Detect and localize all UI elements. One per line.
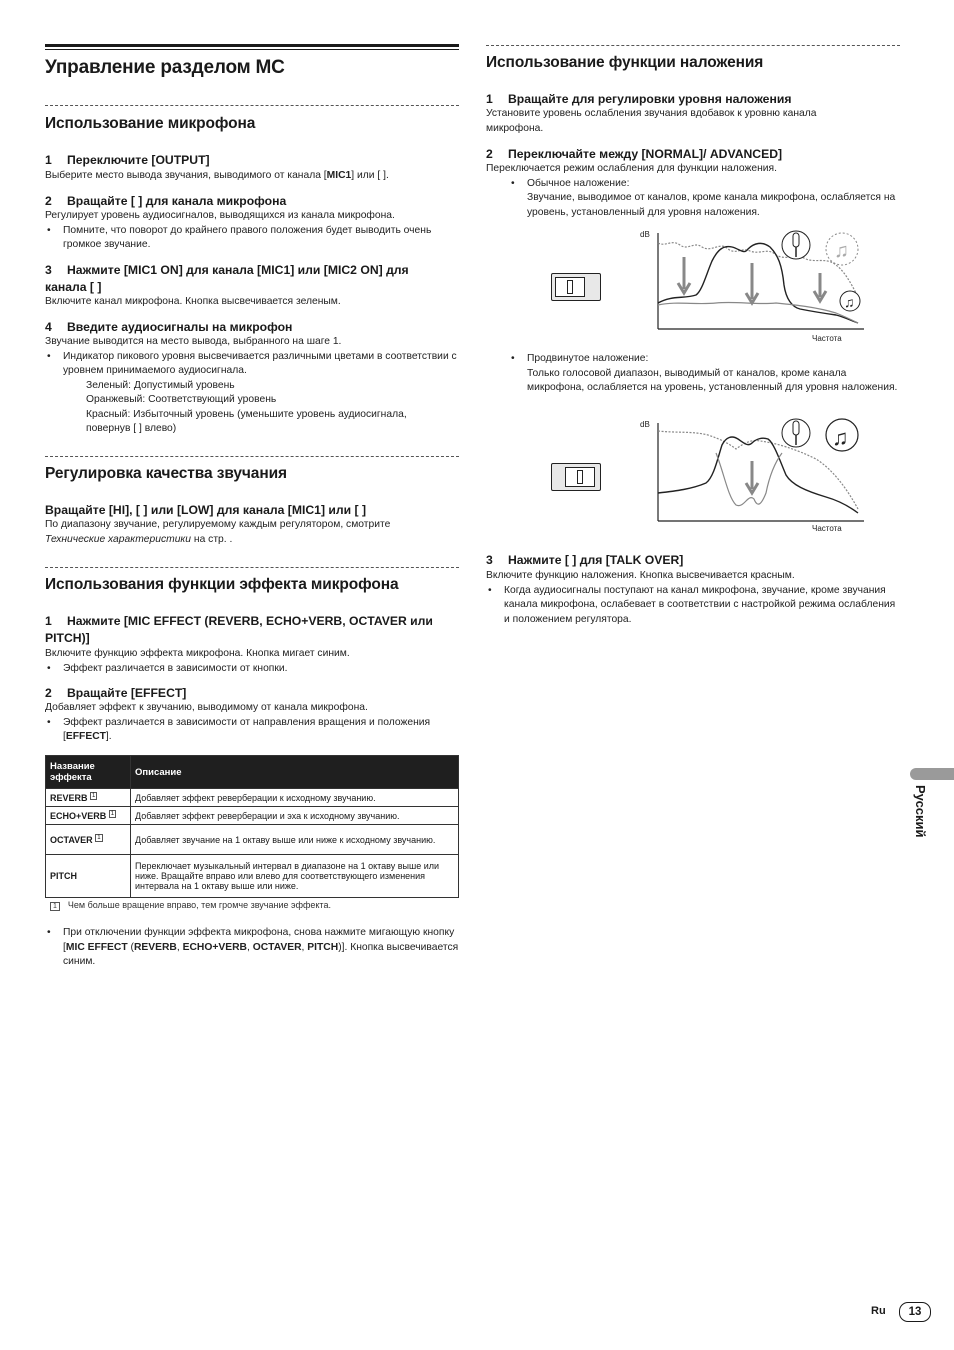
section-heading-mic: Использование микрофона (45, 115, 256, 132)
graph-y-label: dB (640, 230, 650, 239)
talkover-step-2-desc: Переключается режим ослабления для функции наложения. (486, 163, 777, 174)
effect-step-1-bullet: • Эффект различается в зависимости от кнопки. (45, 662, 463, 677)
mic-step-2-bullet: • Помните, что поворот до крайнего правого положения будет выводить очень громкое звучание. (45, 224, 463, 253)
effect-step-2-bullet: • Эффект различается в зависимости от направления вращения и положения [EFFECT]. (45, 716, 459, 745)
normal-mode-bullet: • Обычное наложение: (509, 177, 629, 192)
section-heading-talkover: Использование функции наложения (486, 54, 764, 71)
quality-step: Вращайте [HI], [ ] или [LOW] для канала [MIC1] или [ ] (45, 503, 367, 517)
table-row: PITCH Переключает музыкальный интервал в диапазоне на 1 октаву выше или ниже. Вращайте вправо или влево для соответствующего изменения интервала на 1 октаву выше или ниже. (46, 855, 459, 898)
mic-step-2: 2 Вращайте [ ] для канала микрофона (45, 194, 287, 208)
step-number: 1 (45, 153, 52, 167)
advanced-mode-bullet: • Продвинутое наложение: (509, 352, 648, 367)
divider (486, 45, 900, 46)
svg-text:dB: dB (640, 420, 650, 429)
music-note-icon: ♫ (834, 240, 849, 262)
normal-mode-text: Звучание, выводимое от каналов, кроме канала микрофона, ослабляется на уровень, установленный для уровня наложения. (527, 192, 896, 218)
level-red-cont: повернув [ ] влево) (86, 423, 177, 434)
talkover-step-2: 2 Переключайте между [NORMAL]/ ADVANCED] (486, 147, 783, 161)
talkover-step-1: 1 Вращайте для регулировки уровня наложения (486, 92, 792, 106)
advanced-talkover-graph (636, 413, 866, 537)
level-green: Зеленый: Допустимый уровень (86, 379, 235, 391)
mic-step-1 (45, 152, 210, 169)
music-note-icon: ♫ (844, 294, 855, 310)
effect-step-2-desc: Добавляет эффект к звучанию, выводимому от канала микрофона. (45, 702, 368, 713)
mic-step-4: 4 Введите аудиосигналы на микрофон (45, 320, 293, 334)
table-row: ECHO+VERB $^1$ Добавляет эффект реверберации и эха к исходному звучанию. (46, 807, 459, 825)
table-row: OCTAVER $^1$ Добавляет звучание на 1 октаву выше или ниже к исходному звучанию. (46, 825, 459, 855)
music-note-icon: ♫ (832, 425, 849, 450)
level-orange: Оранжевый: Соответствующий уровень (86, 394, 277, 405)
advanced-mode-text: Только голосовой диапазон, выводимый от каналов, кроме канала микрофона, ослабляется на уровень, установленный для уровня наложения. (527, 367, 898, 393)
table-header-name: Название эффекта (46, 756, 131, 789)
top-rule (45, 44, 459, 47)
mic-step-3-desc: Включите канал микрофона. Кнопка высвечивается зеленым. (45, 296, 341, 307)
table-footnote: 1 Чем больше вращение вправо, тем громче звучание эффекта. (50, 900, 331, 910)
effect-final-bullet: • При отключении функции эффекта микрофона, снова нажмите мигающую кнопку [MIC EFFECT (REVERB, ECHO+VERB, OCTAVER, PITCH)]. Кнопка высвечивается синим. (45, 926, 459, 970)
mic-step-4-desc: Звучание выводится на место вывода, выбранного на шаге 1. (45, 336, 342, 347)
page-number: 13 (899, 1302, 931, 1322)
table-row: REVERB $^1$ Добавляет эффект реверберации к исходному звучанию. (46, 789, 459, 807)
talkover-step-3-bullet: • Когда аудиосигналы поступают на канал микрофона, звучание, кроме звучания канала микрофона, ослабевает в соответствии с настройкой режима ослабления и положением регулятора. (486, 584, 900, 628)
talkover-step-3-desc: Включите функцию наложения. Кнопка высвечивается красным. (486, 570, 795, 581)
talkover-step-1-desc: Установите уровень ослабления звучания вдобавок к уровню канала микрофона. (486, 108, 817, 134)
divider (45, 105, 459, 106)
section-heading-effect: Использования функции эффекта микрофона (45, 576, 399, 593)
graph-x-label: Частота (812, 334, 842, 343)
normal-talkover-graph (636, 225, 866, 345)
top-rule-thin (45, 49, 459, 50)
mode-switch-normal (551, 273, 601, 301)
mic-step-2-desc: Регулирует уровень аудиосигналов, выводящихся из канала микрофона. (45, 210, 395, 221)
section-heading-quality: Регулировка качества звучания (45, 465, 287, 482)
language-tab (910, 768, 954, 780)
talkover-step-3: 3 Нажмите [ ] для [TALK OVER] (486, 553, 684, 567)
divider (45, 567, 459, 568)
page-title: Управление разделом MC (45, 57, 285, 78)
mic-step-1-desc: Выберите место вывода звучания, выводимого от канала [MIC1] или [ ]. (45, 170, 389, 181)
step-title: Переключите [OUTPUT] (67, 153, 210, 167)
mode-switch-advanced (551, 463, 601, 491)
effect-table (45, 755, 459, 898)
svg-text:Частота: Частота (812, 524, 842, 533)
mic-step-4-bullet: • Индикатор пикового уровня высвечивается различными цветами в соответствии с уровнем принимаемого аудиосигнала. (45, 350, 463, 379)
quality-desc: По диапазону звучание, регулируемому каждым регулятором, смотрите Технические характеристики на стр. . (45, 519, 391, 545)
effect-step-1: 1 Нажмите [MIC EFFECT (REVERB, ECHO+VERB, OCTAVER или PITCH)] (45, 614, 433, 645)
language-code: Ru (871, 1305, 886, 1317)
language-label: Русский (913, 785, 928, 838)
table-header-desc: Описание (131, 756, 459, 789)
effect-step-2: 2 Вращайте [EFFECT] (45, 686, 187, 700)
effect-step-1-desc: Включите функцию эффекта микрофона. Кнопка мигает синим. (45, 648, 350, 659)
divider (45, 456, 459, 457)
mic-step-3: 3 Нажмите [MIC1 ON] для канала [MIC1] или [MIC2 ON] для канала [ ] (45, 263, 409, 294)
level-red: Красный: Избыточный уровень (уменьшите уровень аудиосигнала, (86, 408, 407, 420)
